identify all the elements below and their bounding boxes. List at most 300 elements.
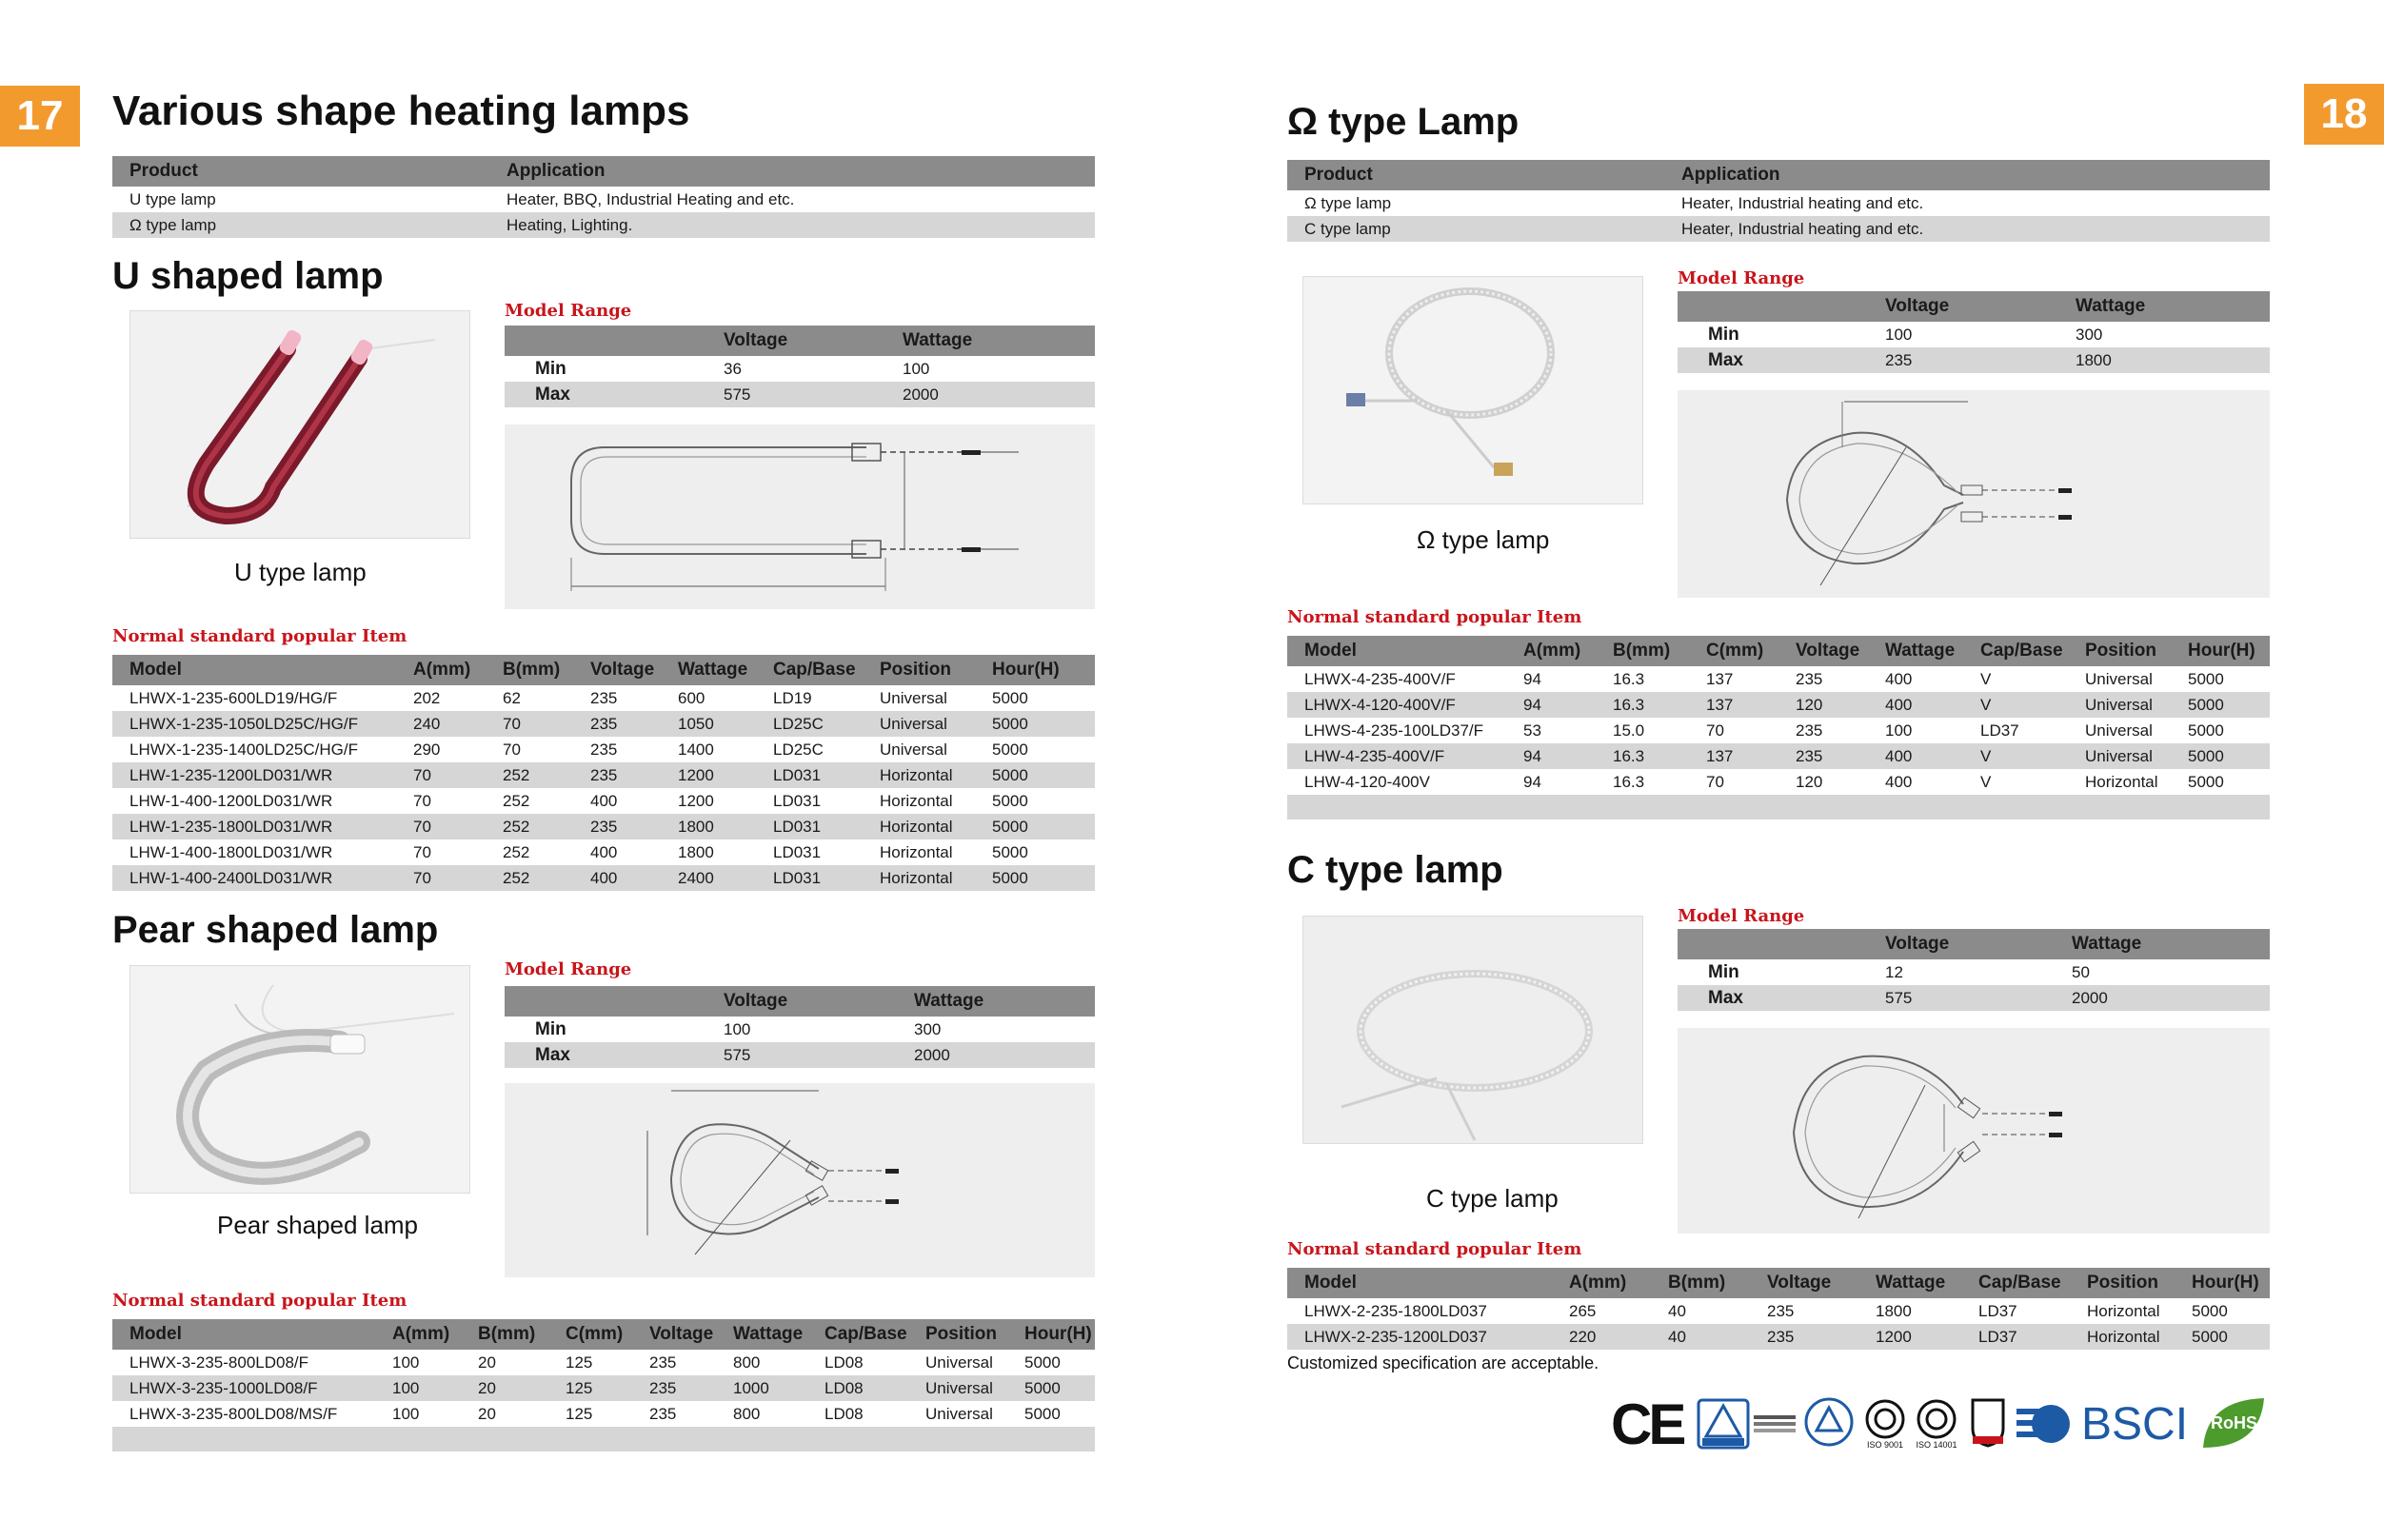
omega-lamp-caption: Ω type lamp bbox=[1417, 525, 1550, 554]
table-header-row bbox=[1678, 929, 2270, 959]
cell: V bbox=[1980, 772, 1992, 791]
cell: Horizontal bbox=[2087, 1301, 2160, 1320]
cell: 5000 bbox=[975, 814, 1095, 839]
max-label: Max bbox=[505, 382, 706, 407]
cell: LD08 bbox=[824, 1404, 864, 1423]
c-popular-label: Normal standard popular Item bbox=[1287, 1239, 1582, 1259]
cell: 235 bbox=[573, 814, 661, 839]
cell: Ω type lamp bbox=[112, 212, 489, 238]
c-model-range-table bbox=[1678, 929, 2270, 1011]
cell: 5000 bbox=[975, 711, 1095, 737]
cell: 252 bbox=[503, 842, 530, 861]
cell: Horizontal bbox=[863, 762, 975, 788]
u-popular-table bbox=[112, 655, 1095, 891]
cell: 125 bbox=[548, 1375, 632, 1401]
cell: LHWX-1-235-1400LD25C/HG/F bbox=[129, 740, 358, 759]
header-cell: Hour(H) bbox=[2171, 636, 2270, 666]
overview-table-right bbox=[1287, 160, 2270, 242]
header-cell: C(mm) bbox=[548, 1319, 632, 1350]
cell: 800 bbox=[733, 1352, 761, 1372]
table-row bbox=[112, 737, 1095, 762]
cell: 16.3 bbox=[1596, 692, 1689, 718]
omega-model-range-table bbox=[1678, 291, 2270, 373]
tuv-logo-icon bbox=[1697, 1398, 1796, 1450]
c-lamp-caption: C type lamp bbox=[1426, 1184, 1559, 1213]
table-header-row bbox=[1287, 160, 2270, 190]
cell: 220 bbox=[1552, 1324, 1651, 1350]
cell: 235 bbox=[649, 1352, 677, 1372]
pear-popular-table bbox=[112, 1319, 1095, 1451]
header-cell: Application bbox=[489, 156, 1095, 187]
cell: 70 bbox=[413, 791, 431, 810]
c-model-range-label: Model Range bbox=[1678, 906, 1805, 926]
cell: 235 bbox=[1868, 347, 2058, 373]
pear-popular-rows bbox=[112, 1350, 1095, 1427]
cell: 70 bbox=[413, 842, 431, 861]
tuv-circle-icon bbox=[1803, 1396, 1855, 1452]
header-cell: B(mm) bbox=[486, 655, 573, 685]
cell: 1050 bbox=[661, 711, 756, 737]
cell: 235 bbox=[573, 711, 661, 737]
cell: 240 bbox=[396, 711, 486, 737]
cell: 120 bbox=[1778, 692, 1868, 718]
table-header-row bbox=[505, 326, 1095, 356]
header-cell: Voltage bbox=[1868, 929, 2055, 959]
cell: 2400 bbox=[661, 865, 756, 891]
table-header-row bbox=[112, 156, 1095, 187]
cell: V bbox=[1980, 669, 1992, 688]
page-title-right: Ω type Lamp bbox=[1287, 101, 1520, 143]
cell: LHWX-2-235-1200LD037 bbox=[1287, 1324, 1552, 1350]
bsci-logo bbox=[2016, 1398, 2188, 1451]
cell: 137 bbox=[1689, 743, 1778, 769]
cell: LHWX-3-235-1000LD08/F bbox=[112, 1375, 375, 1401]
header-cell: Position bbox=[863, 655, 975, 685]
header-cell bbox=[1678, 929, 1868, 959]
cell: 16.3 bbox=[1613, 669, 1645, 688]
cell: Heater, Industrial heating and etc. bbox=[1664, 216, 2270, 242]
cell: 265 bbox=[1569, 1301, 1597, 1320]
cell: 400 bbox=[590, 791, 618, 810]
cell: Horizontal bbox=[2085, 772, 2158, 791]
cell: 20 bbox=[478, 1404, 496, 1423]
cell: 2000 bbox=[2055, 985, 2270, 1011]
min-label: Min bbox=[1708, 324, 1739, 345]
table-row bbox=[1287, 769, 2270, 795]
header-cell: Cap/Base bbox=[1963, 636, 2068, 666]
cell: 1800 bbox=[661, 814, 756, 839]
cell: 5000 bbox=[2171, 743, 2270, 769]
c-section-title: C type lamp bbox=[1287, 849, 1503, 891]
header-cell: Model bbox=[1287, 636, 1506, 666]
cell: 235 bbox=[590, 740, 618, 759]
header-cell bbox=[505, 326, 706, 356]
cell: 300 bbox=[914, 1019, 942, 1038]
u-popular-label: Normal standard popular Item bbox=[112, 626, 407, 646]
header-cell: Position bbox=[908, 1319, 1007, 1350]
rohs-label: RoHS bbox=[2211, 1413, 2258, 1432]
table-row bbox=[1287, 1298, 2270, 1324]
table-row bbox=[1287, 190, 2270, 216]
table-row bbox=[505, 1017, 1095, 1042]
cell: 1000 bbox=[716, 1375, 807, 1401]
cell: 5000 bbox=[2188, 721, 2224, 740]
cell: 235 bbox=[1750, 1324, 1858, 1350]
table-row bbox=[112, 711, 1095, 737]
header-cell: Position bbox=[2068, 636, 2171, 666]
cell: 5000 bbox=[2188, 669, 2224, 688]
pear-section-title: Pear shaped lamp bbox=[112, 909, 439, 951]
omega-popular-table bbox=[1287, 636, 2270, 819]
cell: 120 bbox=[1796, 772, 1823, 791]
pear-lamp-caption: Pear shaped lamp bbox=[217, 1211, 419, 1239]
table-row bbox=[1678, 985, 2270, 1011]
header-cell: Cap/Base bbox=[807, 1319, 908, 1350]
c-popular-table bbox=[1287, 1268, 2270, 1350]
header-cell: A(mm) bbox=[1552, 1268, 1651, 1298]
header-cell: Model bbox=[112, 1319, 375, 1350]
table-row bbox=[112, 1350, 1095, 1375]
header-cell: Position bbox=[2070, 1268, 2175, 1298]
omega-model-range-label: Model Range bbox=[1678, 268, 1805, 288]
table-filler-row bbox=[1287, 795, 2270, 819]
cell: 70 bbox=[396, 762, 486, 788]
max-label: Max bbox=[1678, 347, 1868, 373]
table-row bbox=[1678, 959, 2270, 985]
table-row bbox=[112, 187, 1095, 212]
table-row bbox=[1678, 322, 2270, 347]
bureau-veritas-icon bbox=[1969, 1396, 2007, 1452]
header-cell: Voltage bbox=[1778, 636, 1868, 666]
cell: 400 bbox=[1868, 743, 1963, 769]
header-cell: A(mm) bbox=[375, 1319, 461, 1350]
table-row bbox=[1287, 692, 2270, 718]
table-row bbox=[112, 1375, 1095, 1401]
overview-table-left bbox=[112, 156, 1095, 238]
cell: 5000 bbox=[2188, 772, 2224, 791]
cell: Universal bbox=[2068, 743, 2171, 769]
table-header-row bbox=[112, 1319, 1095, 1350]
cell: 300 bbox=[2076, 325, 2103, 344]
u-model-range-table bbox=[505, 326, 1095, 407]
header-cell: Wattage bbox=[2055, 929, 2270, 959]
cell: Horizontal bbox=[880, 791, 953, 810]
cell: Universal bbox=[925, 1352, 993, 1372]
c-lamp-diagram bbox=[1678, 1028, 2270, 1234]
cell: 94 bbox=[1506, 692, 1596, 718]
cell: LHW-1-235-1200LD031/WR bbox=[112, 762, 396, 788]
table-row bbox=[112, 685, 1095, 711]
cell: 100 bbox=[375, 1375, 461, 1401]
cell: Horizontal bbox=[880, 842, 953, 861]
pear-lamp-diagram bbox=[505, 1083, 1095, 1277]
header-cell: Voltage bbox=[632, 1319, 716, 1350]
min-label: Min bbox=[1708, 961, 1739, 982]
min-label: Min bbox=[535, 358, 566, 379]
cell: 5000 bbox=[992, 842, 1028, 861]
header-cell: Model bbox=[1287, 1268, 1552, 1298]
cell: 235 bbox=[1796, 669, 1823, 688]
cell: 40 bbox=[1651, 1324, 1750, 1350]
cell: LHW-1-400-2400LD031/WR bbox=[112, 865, 396, 891]
table-header-row bbox=[1287, 1268, 2270, 1298]
table-row bbox=[1287, 743, 2270, 769]
cell: 1800 bbox=[2058, 347, 2270, 373]
header-cell: Wattage bbox=[897, 986, 1095, 1017]
header-cell: Voltage bbox=[706, 986, 897, 1017]
header-cell: Wattage bbox=[2058, 291, 2270, 322]
cell: LD25C bbox=[756, 711, 863, 737]
cell: LD19 bbox=[773, 688, 812, 707]
cell: 15.0 bbox=[1613, 721, 1645, 740]
cell: LHW-4-235-400V/F bbox=[1287, 743, 1506, 769]
header-cell: Voltage bbox=[573, 655, 661, 685]
cell: LD37 bbox=[1978, 1301, 2017, 1320]
header-cell: Wattage bbox=[661, 655, 756, 685]
header-cell: Wattage bbox=[716, 1319, 807, 1350]
header-cell: Wattage bbox=[885, 326, 1095, 356]
cell: LHWX-3-235-800LD08/F bbox=[129, 1352, 309, 1372]
cell: LD031 bbox=[773, 842, 822, 861]
pear-lamp-photo bbox=[129, 965, 470, 1194]
cell: 12 bbox=[1885, 962, 1903, 981]
cell: 100 bbox=[392, 1404, 420, 1423]
table-row bbox=[1287, 216, 2270, 242]
cell: 36 bbox=[724, 359, 742, 378]
cell: 1200 bbox=[678, 791, 714, 810]
cell: 1200 bbox=[661, 762, 756, 788]
cell: LD031 bbox=[773, 791, 822, 810]
cell: 252 bbox=[486, 762, 573, 788]
customization-note: Customized specification are acceptable. bbox=[1287, 1353, 1599, 1372]
table-row bbox=[112, 788, 1095, 814]
iso14001-label: ISO 14001 bbox=[1916, 1440, 1957, 1450]
cell: LHWX-4-235-400V/F bbox=[1304, 669, 1456, 688]
cell: 5000 bbox=[1007, 1375, 1095, 1401]
omega-popular-rows bbox=[1287, 666, 2270, 795]
cell: 235 bbox=[1767, 1301, 1795, 1320]
header-cell: Model bbox=[112, 655, 396, 685]
cell: 5000 bbox=[992, 740, 1028, 759]
page-number-left: 17 bbox=[0, 86, 80, 147]
table-row bbox=[1287, 1324, 2270, 1350]
table-row bbox=[112, 212, 1095, 238]
cell: 100 bbox=[1885, 325, 1913, 344]
pear-model-range-table bbox=[505, 986, 1095, 1068]
cell: 5000 bbox=[1024, 1352, 1061, 1372]
cell: 2000 bbox=[885, 382, 1095, 407]
cell: Universal bbox=[2068, 692, 2171, 718]
cell: 1800 bbox=[678, 842, 714, 861]
table-header-row bbox=[1287, 636, 2270, 666]
header-cell: Voltage bbox=[706, 326, 885, 356]
iso9001-label: ISO 9001 bbox=[1866, 1440, 1904, 1450]
cell: 235 bbox=[649, 1404, 677, 1423]
page-number-right: 18 bbox=[2304, 84, 2384, 145]
u-lamp-diagram bbox=[505, 424, 1095, 609]
c-popular-rows bbox=[1287, 1298, 2270, 1350]
cell: LHW-4-120-400V bbox=[1304, 772, 1430, 791]
cell: 800 bbox=[733, 1404, 761, 1423]
cell: 70 bbox=[396, 865, 486, 891]
cell: 400 bbox=[573, 865, 661, 891]
cell: 600 bbox=[678, 688, 705, 707]
cell: 290 bbox=[413, 740, 441, 759]
table-row bbox=[112, 814, 1095, 839]
u-section-title: U shaped lamp bbox=[112, 255, 384, 297]
cell: 100 bbox=[392, 1352, 420, 1372]
cell: 70 bbox=[1706, 721, 1724, 740]
u-popular-rows bbox=[112, 685, 1095, 891]
table-row bbox=[505, 382, 1095, 407]
table-filler-row bbox=[112, 1427, 1095, 1451]
u-lamp-caption: U type lamp bbox=[234, 558, 367, 586]
cell: 16.3 bbox=[1613, 772, 1645, 791]
min-label: Min bbox=[535, 1018, 566, 1039]
table-row bbox=[112, 839, 1095, 865]
cell: 1200 bbox=[1858, 1324, 1961, 1350]
cell: 62 bbox=[503, 688, 521, 707]
cell: LD031 bbox=[756, 762, 863, 788]
cell: 94 bbox=[1523, 772, 1541, 791]
cell: LD37 bbox=[1980, 721, 2019, 740]
cell: 1400 bbox=[678, 740, 714, 759]
header-cell bbox=[505, 986, 706, 1017]
header-cell: Hour(H) bbox=[2175, 1268, 2270, 1298]
header-cell: Hour(H) bbox=[975, 655, 1095, 685]
header-cell: Cap/Base bbox=[1961, 1268, 2070, 1298]
cell: Horizontal bbox=[863, 814, 975, 839]
cell: 20 bbox=[478, 1352, 496, 1372]
cell: V bbox=[1963, 692, 2068, 718]
cell: LHW-1-400-1800LD031/WR bbox=[129, 842, 333, 861]
cell: 53 bbox=[1523, 721, 1541, 740]
cell: LD031 bbox=[756, 814, 863, 839]
table-row bbox=[112, 865, 1095, 891]
cell: LD08 bbox=[824, 1352, 864, 1372]
cell: 1800 bbox=[1876, 1301, 1912, 1320]
u-model-range-label: Model Range bbox=[505, 301, 632, 321]
iso9001-badge bbox=[1864, 1398, 1906, 1450]
header-cell: B(mm) bbox=[1651, 1268, 1750, 1298]
cell: 5000 bbox=[1024, 1404, 1061, 1423]
cell: 5000 bbox=[2175, 1324, 2270, 1350]
cell: 5000 bbox=[2192, 1301, 2228, 1320]
cell: Universal bbox=[880, 688, 947, 707]
cell: Universal bbox=[2085, 721, 2153, 740]
cell: LHWX-4-120-400V/F bbox=[1287, 692, 1506, 718]
c-lamp-photo bbox=[1302, 916, 1643, 1144]
table-header-row bbox=[505, 986, 1095, 1017]
cell: 100 bbox=[903, 359, 930, 378]
cell: 137 bbox=[1689, 692, 1778, 718]
header-cell: A(mm) bbox=[1506, 636, 1596, 666]
cell: 235 bbox=[1796, 721, 1823, 740]
cell: 235 bbox=[1778, 743, 1868, 769]
omega-lamp-photo bbox=[1302, 276, 1643, 504]
cell: 400 bbox=[1885, 772, 1913, 791]
cell: 16.3 bbox=[1596, 743, 1689, 769]
cell: Horizontal bbox=[2070, 1324, 2175, 1350]
cell: Ω type lamp bbox=[1304, 193, 1392, 212]
rohs-logo bbox=[2197, 1394, 2268, 1453]
max-label: Max bbox=[505, 1042, 706, 1068]
cell: 2000 bbox=[897, 1042, 1095, 1068]
cell: LD031 bbox=[756, 865, 863, 891]
cell: LD37 bbox=[1961, 1324, 2070, 1350]
cell: Universal bbox=[2085, 669, 2153, 688]
cell: 400 bbox=[1868, 692, 1963, 718]
header-cell: Wattage bbox=[1868, 636, 1963, 666]
cell: LHWX-1-235-1050LD25C/HG/F bbox=[112, 711, 396, 737]
cell: 70 bbox=[396, 814, 486, 839]
header-cell: Cap/Base bbox=[756, 655, 863, 685]
u-lamp-photo bbox=[129, 310, 470, 539]
header-cell: C(mm) bbox=[1689, 636, 1778, 666]
ce-mark-icon: CE bbox=[1611, 1392, 1683, 1456]
cell: 5000 bbox=[992, 688, 1028, 707]
cell: 575 bbox=[706, 1042, 897, 1068]
header-cell: B(mm) bbox=[461, 1319, 548, 1350]
cell: 137 bbox=[1706, 669, 1734, 688]
table-row bbox=[505, 1042, 1095, 1068]
cell: 400 bbox=[590, 842, 618, 861]
cell: 252 bbox=[503, 791, 530, 810]
table-header-row bbox=[1678, 291, 2270, 322]
cell: 100 bbox=[1885, 721, 1913, 740]
cell: Universal bbox=[925, 1404, 993, 1423]
omega-lamp-diagram bbox=[1678, 390, 2270, 598]
header-cell: Product bbox=[1287, 160, 1664, 190]
cell: 575 bbox=[706, 382, 885, 407]
cell: 252 bbox=[486, 814, 573, 839]
cell: LHW-1-400-1200LD031/WR bbox=[129, 791, 333, 810]
cell: Heating, Lighting. bbox=[489, 212, 1095, 238]
table-row bbox=[1287, 666, 2270, 692]
cell: LHWS-4-235-100LD37/F bbox=[1304, 721, 1484, 740]
cell: LHW-1-235-1800LD031/WR bbox=[112, 814, 396, 839]
page-title-left: Various shape heating lamps bbox=[112, 88, 690, 134]
cell: 5000 bbox=[975, 762, 1095, 788]
cell: LHWX-1-235-600LD19/HG/F bbox=[129, 688, 338, 707]
cell: LD08 bbox=[807, 1375, 908, 1401]
cell: LHWX-3-235-800LD08/MS/F bbox=[129, 1404, 338, 1423]
cell: 5000 bbox=[992, 791, 1028, 810]
cell: 125 bbox=[566, 1352, 593, 1372]
header-cell bbox=[1678, 291, 1868, 322]
cell: 70 bbox=[486, 711, 573, 737]
cell: V bbox=[1963, 743, 2068, 769]
cell: 70 bbox=[503, 740, 521, 759]
cell: U type lamp bbox=[129, 189, 216, 208]
table-row bbox=[505, 356, 1095, 382]
certification-logos bbox=[1611, 1392, 2274, 1456]
header-cell: Hour(H) bbox=[1007, 1319, 1095, 1350]
table-row bbox=[1678, 347, 2270, 373]
cell: Universal bbox=[880, 740, 947, 759]
cell: 235 bbox=[590, 688, 618, 707]
cell: 575 bbox=[1868, 985, 2055, 1011]
table-row bbox=[112, 1401, 1095, 1427]
bsci-label: BSCI bbox=[2081, 1398, 2189, 1450]
cell: 70 bbox=[1706, 772, 1724, 791]
header-cell: A(mm) bbox=[396, 655, 486, 685]
table-header-row bbox=[112, 655, 1095, 685]
cell: 5000 bbox=[975, 865, 1095, 891]
cell: 252 bbox=[486, 865, 573, 891]
cell: Heater, BBQ, Industrial Heating and etc. bbox=[507, 189, 795, 208]
iso14001-badge bbox=[1916, 1398, 1957, 1450]
